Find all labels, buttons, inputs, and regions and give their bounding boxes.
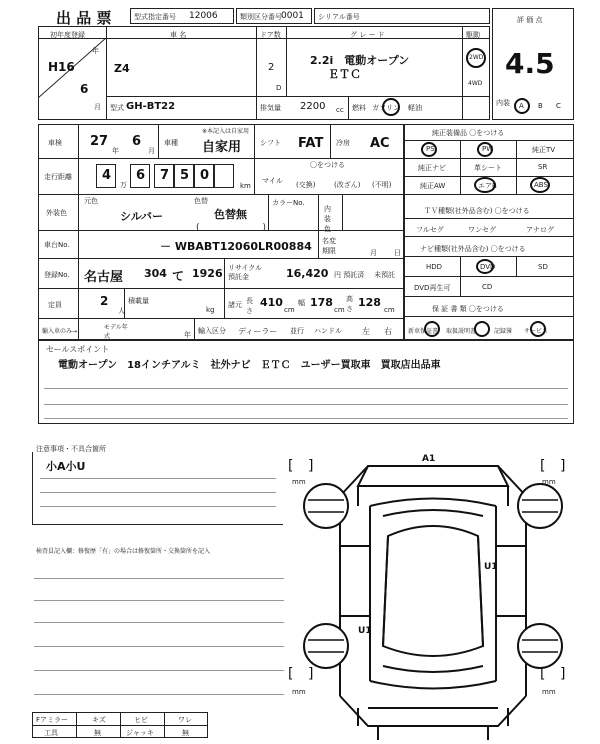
grade-line2: ＥＴＣ (328, 68, 361, 81)
doc-service-circle (530, 321, 546, 337)
ac-label: 冷房 (336, 139, 350, 147)
car-name-label: 車 名 (170, 31, 187, 39)
cert-box (130, 8, 234, 24)
fuel-diesel: 軽油 (408, 104, 422, 112)
vin-value: － WBABT12060LR00884 (160, 240, 312, 253)
recycle-label: リサイクル預託金 (228, 264, 263, 281)
svg-text:]: ] (560, 458, 566, 474)
doc-service: サービス (524, 328, 549, 335)
inspection-month-unit: 月 (148, 147, 155, 155)
width-cm: cm (334, 306, 345, 314)
diagram-a1: A1 (422, 454, 436, 464)
load-unit: kg (206, 306, 215, 314)
mileage-digit-1: 4 (96, 164, 116, 188)
interior-b: B (538, 102, 543, 110)
meter-label: マイル (262, 177, 283, 185)
recycle-status1: 円 預託済 (334, 271, 365, 279)
equip-abs-circle (530, 177, 550, 193)
vin-day: 日 (394, 249, 401, 257)
navi-cd: CD (482, 283, 493, 291)
fuel-label: 燃料 (352, 104, 366, 112)
meter-note: 〇をつける (310, 161, 345, 169)
doors-value: 2 (268, 62, 275, 73)
fuel-gas-circle (382, 98, 400, 116)
meter-opt1: (交換) (296, 181, 316, 189)
mileage-label: 走行距離 (44, 173, 72, 181)
registration-number: 1926 (192, 267, 223, 280)
load-label: 積載量 (128, 297, 149, 305)
diagram-u1-left: U1 (358, 626, 372, 636)
svg-text:]: ] (560, 666, 566, 682)
doc-manual-circle (474, 321, 490, 337)
recycle-value: 16,420 (286, 267, 329, 280)
dim-label: 諸元 (228, 301, 242, 309)
interior-label: 内装 (496, 99, 510, 107)
registration-area: 名古屋 (84, 270, 124, 285)
tv-type-header: ＴＶ種類(社外品含む) 〇をつける (424, 207, 530, 215)
sheet-title: 出 品 票 (56, 9, 112, 27)
navi-dvd-circle (476, 259, 494, 274)
mileage-km: km (240, 182, 251, 190)
length-cm: cm (284, 306, 295, 314)
equip-navi: 純正ナビ (418, 164, 446, 172)
doors-label: ドア数 (260, 31, 281, 39)
svg-text:[: [ (540, 666, 546, 682)
registration-kana: て (172, 269, 185, 283)
mileage-digit-3: 7 (154, 164, 174, 188)
inspection-label: 車検 (48, 139, 62, 147)
color-now-value: 色替無 (214, 208, 247, 221)
first-reg-era: H16 (48, 60, 75, 74)
svg-text:[: [ (288, 666, 294, 682)
grade-line1: 2.2i 電動オープン (310, 54, 410, 67)
repair-note: 検査員記入欄：修復歴「有」の場合は修復箇所・交換箇所を記入 (36, 548, 211, 555)
length-value: 410 (260, 296, 283, 309)
equip-abs: ABS (534, 181, 548, 189)
sales-point-box (38, 340, 574, 424)
tv-oneseg: ワンセグ (468, 226, 496, 234)
first-reg-label: 初年度登録 (50, 31, 85, 39)
mileage-digit-5: 0 (194, 164, 214, 188)
fuel-gas: ガソリン (372, 104, 400, 112)
vin-label: 車台No. (44, 241, 70, 249)
capacity-label: 定員 (48, 301, 62, 309)
import-class-value: ディーラー (238, 327, 278, 336)
name-change-label: 名変期限 (322, 237, 336, 255)
drive-4wd: 4WD (468, 80, 483, 87)
svg-text:]: ] (308, 666, 314, 682)
first-reg-month: 6 (80, 82, 89, 96)
diagram-mm-tr: mm (542, 478, 556, 486)
use-label: 車種 (164, 139, 178, 147)
capacity-unit: 人 (118, 307, 125, 315)
sales-point-label: セールスポイント (46, 345, 110, 354)
equip-ps: PS (426, 145, 435, 153)
docs-header: 保 証 書 類 〇をつける (432, 305, 504, 313)
doc-new-warranty: 新車保証書 (408, 328, 439, 335)
registration-class: 304 (144, 267, 167, 280)
recycle-status2: 未預託 (374, 271, 395, 279)
mileage-digit-6 (214, 164, 234, 188)
equipment-header: 純正装備品 〇をつける (432, 129, 505, 137)
doc-new-warranty-circle (424, 321, 440, 337)
score-value: 4.5 (505, 47, 555, 80)
model-cert-label: 型式指定番号 (134, 13, 176, 21)
doc-records: 記録簿 (494, 328, 513, 335)
car-name-value: Z4 (114, 62, 130, 75)
mileage-digit-4: 5 (174, 164, 194, 188)
import-year-unit: 年 (184, 331, 191, 339)
height-value: 128 (358, 296, 381, 309)
diagram-mm-br: mm (542, 688, 556, 696)
notes-value: 小A小U (46, 460, 86, 473)
mileage-man: 万 (120, 181, 127, 189)
meter-opt2: (改ざん) (334, 181, 361, 189)
inspection-year-unit: 年 (112, 147, 119, 155)
navi-dvd: DVD (480, 263, 496, 271)
sales-point-text: 電動オープン 18インチアルミ 社外ナビ ＥＴＣ ユーザー買取車 買取店出品車 (58, 360, 441, 371)
acc-r2c1: 工具 (44, 729, 58, 737)
doors-sub: D (276, 84, 282, 92)
vin-month: 月 (370, 249, 377, 257)
score-label: 評 価 点 (517, 16, 543, 24)
category-value: 0001 (281, 11, 304, 21)
model-cert-value: 12006 (189, 11, 218, 21)
acc-r2c4: 無 (182, 729, 189, 737)
diagram-u1-right: U1 (484, 562, 498, 572)
tv-fullseg: フルセグ (416, 226, 444, 234)
handle-label: ハンドル (314, 327, 342, 335)
serial-label: シリアル番号 (318, 13, 360, 21)
notes-label: 注意事項・不具合箇所 (36, 445, 106, 453)
grade-label: グ レ ー ド (350, 31, 385, 39)
displacement-cc: cc (336, 106, 344, 114)
tv-analog: アナログ (526, 226, 554, 234)
equip-aw: 純正AW (420, 182, 446, 190)
model-value: GH-BT22 (126, 101, 176, 112)
dvd-player: DVD再生可 (414, 284, 451, 292)
width-label: 幅 (298, 299, 305, 307)
registration-label: 登録No. (44, 271, 70, 279)
length-label: 長さ (246, 297, 253, 315)
capacity-value: 2 (100, 294, 109, 308)
color-now-label: 色替 (194, 197, 208, 205)
handle-right: 右 (384, 327, 392, 336)
equip-ab: エアB (478, 182, 497, 190)
doc-manual: 取扱説明書 (446, 328, 477, 335)
svg-text:[: [ (540, 458, 546, 474)
import-class-label: 輸入区分 (198, 327, 226, 335)
color-orig-label: 元色 (84, 197, 98, 205)
drive-2wd: 2WD (469, 54, 484, 61)
color-paren: ( ) (196, 223, 267, 233)
inspection-year: 27 (90, 134, 109, 149)
first-reg-year-unit: 年 (92, 47, 99, 55)
acc-r1c3: ヒビ (134, 716, 148, 724)
equip-ab-circle (474, 177, 496, 193)
drive-label: 駆動 (466, 31, 480, 39)
interior-color-label: 内装色 (324, 205, 331, 233)
equip-pw-circle (477, 142, 493, 157)
shift-label: シフト (260, 139, 281, 147)
category-label: 類別区分番号 (240, 13, 282, 21)
category-box (236, 8, 312, 24)
acc-r1c2: キズ (92, 716, 106, 724)
interior-c: C (556, 102, 561, 110)
import-parallel: 並行 (290, 327, 304, 335)
shift-value: FAT (298, 136, 324, 151)
serial-box (314, 8, 490, 24)
handle-left: 左 (362, 327, 370, 336)
svg-text:[: [ (288, 458, 294, 474)
inspection-month: 6 (132, 134, 142, 149)
color-label: 外装色 (46, 209, 67, 217)
navi-type-header: ナビ種類(社外品含む) 〇をつける (420, 245, 526, 253)
navi-hdd: HDD (426, 263, 443, 271)
colorno-label: カラーNo. (272, 199, 305, 207)
acc-r2c3: ジャッキ (126, 729, 154, 737)
navi-sd: SD (538, 263, 548, 271)
car-damage-diagram (288, 446, 588, 744)
color-orig-value: シルバー (120, 210, 163, 223)
equip-ps-circle (421, 142, 437, 157)
displacement-value: 2200 (300, 101, 326, 112)
width-value: 178 (310, 296, 333, 309)
first-reg-month-unit: 月 (94, 103, 101, 111)
svg-text:]: ] (308, 458, 314, 474)
equip-sr: SR (538, 163, 548, 171)
mileage-digit-2: 6 (130, 164, 150, 188)
interior-a: A (519, 102, 524, 110)
diagram-mm-tl: mm (292, 478, 306, 486)
equip-tv: 純正TV (532, 146, 556, 154)
use-note: ※本記入は自家用 (202, 128, 250, 135)
model-label: 型式 (110, 104, 124, 112)
diagram-mm-bl: mm (292, 688, 306, 696)
acc-r1c4: ワレ (178, 716, 192, 724)
equip-pw: PW (482, 145, 494, 153)
meter-opt3: (不明) (372, 181, 392, 189)
import-label: 輸入車のみ→ (42, 328, 78, 335)
use-value: 自家用 (202, 140, 242, 155)
height-label: 高さ (346, 295, 353, 313)
model-year-label: モデル年式 (104, 324, 128, 340)
acc-r1c1: Fアミラー (36, 716, 69, 724)
ac-value: AC (370, 136, 390, 151)
acc-r2c2: 無 (94, 729, 101, 737)
equip-leather: 革シート (474, 164, 502, 172)
height-cm: cm (384, 306, 395, 314)
displacement-label: 排気量 (260, 104, 281, 112)
